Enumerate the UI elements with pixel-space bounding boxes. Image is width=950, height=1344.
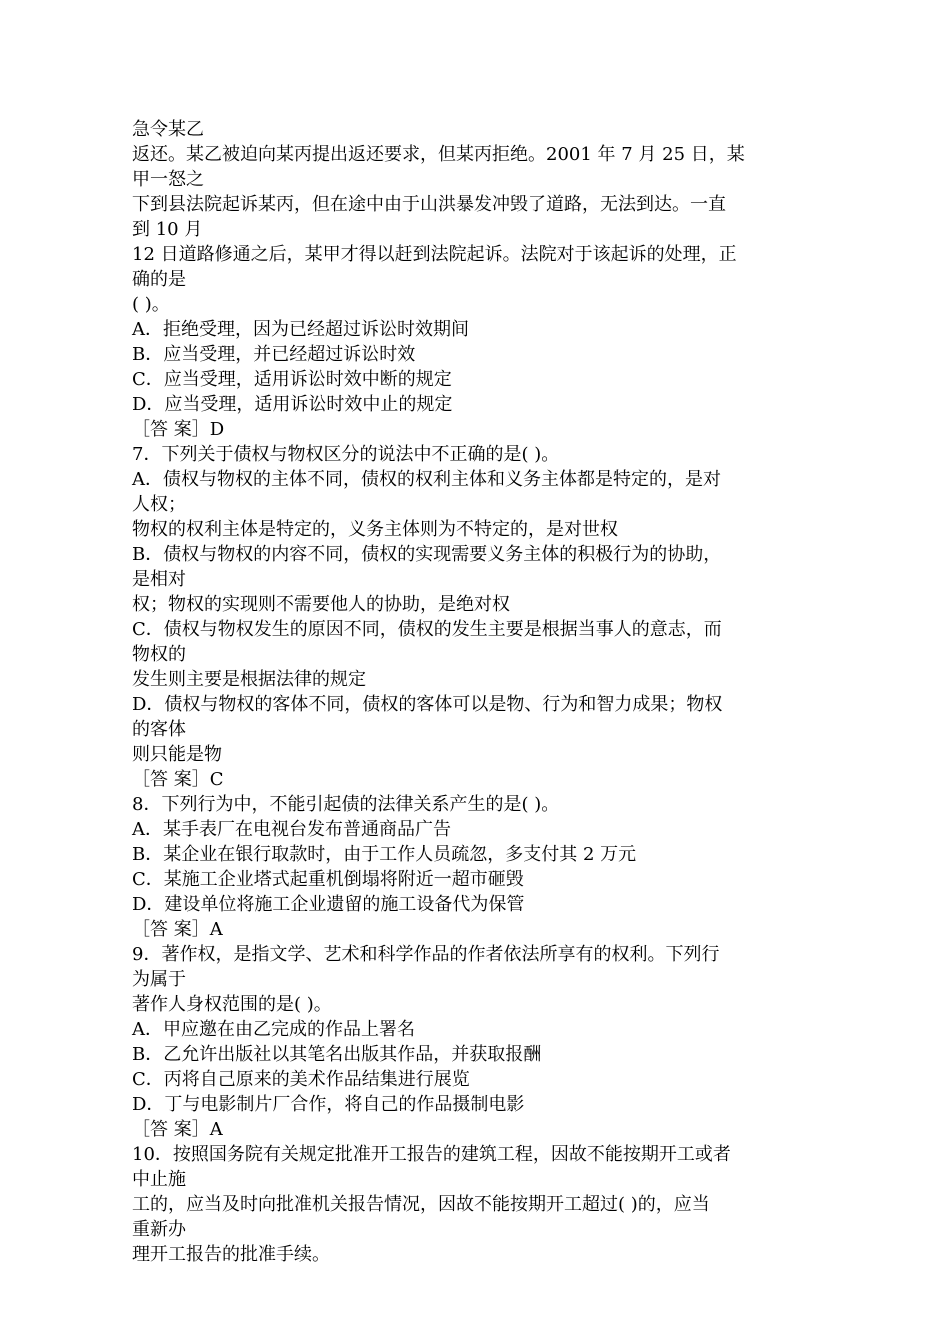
option-line: D．丁与电影制片厂合作，将自己的作品摄制电影 <box>132 1094 525 1115</box>
text-line: 12 日道路修通之后，某甲才得以赶到法院起诉。法院对于该起诉的处理，正 <box>132 244 737 265</box>
option-line: A．拒绝受理，因为已经超过诉讼时效期间 <box>132 319 469 340</box>
text-line: 到 10 月 <box>132 219 203 240</box>
text-line: 工的，应当及时向批准机关报告情况，因故不能按期开工超过( )的，应当 <box>132 1194 710 1215</box>
text-line: 权；物权的实现则不需要他人的协助，是绝对权 <box>132 594 510 615</box>
text-line: 中止施 <box>132 1169 186 1190</box>
question-line: 9．著作权，是指文学、艺术和科学作品的作者依法所享有的权利。下列行 <box>132 944 720 965</box>
text-line: 的客体 <box>132 719 186 740</box>
question-line: 8．下列行为中，不能引起债的法律关系产生的是( )。 <box>132 794 560 815</box>
text-line: 物权的权利主体是特定的，义务主体则为不特定的，是对世权 <box>132 519 618 540</box>
answer-line: ［答 案］C <box>132 769 224 790</box>
text-line: 理开工报告的批准手续。 <box>132 1244 330 1265</box>
option-line: D．债权与物权的客体不同，债权的客体可以是物、行为和智力成果；物权 <box>132 694 723 715</box>
text-line: 甲一怒之 <box>132 169 204 190</box>
answer-line: ［答 案］A <box>132 919 223 940</box>
text-line: 下到县法院起诉某丙，但在途中由于山洪暴发冲毁了道路，无法到达。一直 <box>132 194 726 215</box>
text-line: 则只能是物 <box>132 744 222 765</box>
option-line: D．应当受理，适用诉讼时效中止的规定 <box>132 394 453 415</box>
option-line: A．某手表厂在电视台发布普通商品广告 <box>132 819 451 840</box>
option-line: B．应当受理，并已经超过诉讼时效 <box>132 344 416 365</box>
option-line: C．丙将自己原来的美术作品结集进行展览 <box>132 1069 470 1090</box>
option-line: C．债权与物权发生的原因不同，债权的发生主要是根据当事人的意志，而 <box>132 619 722 640</box>
option-line: A．债权与物权的主体不同，债权的权利主体和义务主体都是特定的，是对 <box>132 469 721 490</box>
question-line: 7．下列关于债权与物权区分的说法中不正确的是( )。 <box>132 444 560 465</box>
document-page <box>132 117 832 1267</box>
text-line: 著作人身权范围的是( )。 <box>132 994 332 1015</box>
answer-line: ［答 案］A <box>132 1119 223 1140</box>
option-line: B．债权与物权的内容不同，债权的实现需要义务主体的积极行为的协助， <box>132 544 722 565</box>
text-line: 返还。某乙被迫向某丙提出返还要求，但某丙拒绝。2001 年 7 月 25 日，某 <box>132 144 745 165</box>
text-line: ( )。 <box>132 294 170 315</box>
text-line: 发生则主要是根据法律的规定 <box>132 669 366 690</box>
text-line: 急令某乙 <box>132 119 204 140</box>
option-line: B．乙允许出版社以其笔名出版其作品，并获取报酬 <box>132 1044 542 1065</box>
text-line: 人权； <box>132 494 186 515</box>
text-line: 物权的 <box>132 644 186 665</box>
text-line: 是相对 <box>132 569 186 590</box>
option-line: C．应当受理，适用诉讼时效中断的规定 <box>132 369 452 390</box>
text-line: 为属于 <box>132 969 186 990</box>
text-line: 重新办 <box>132 1219 186 1240</box>
option-line: B．某企业在银行取款时，由于工作人员疏忽，多支付其 2 万元 <box>132 844 637 865</box>
answer-line: ［答 案］D <box>132 419 225 440</box>
option-line: D．建设单位将施工企业遗留的施工设备代为保管 <box>132 894 525 915</box>
text-line: 确的是 <box>132 269 186 290</box>
question-line: 10．按照国务院有关规定批准开工报告的建筑工程，因故不能按期开工或者 <box>132 1144 731 1165</box>
option-line: C．某施工企业塔式起重机倒塌将附近一超市砸毁 <box>132 869 524 890</box>
option-line: A．甲应邀在由乙完成的作品上署名 <box>132 1019 415 1040</box>
